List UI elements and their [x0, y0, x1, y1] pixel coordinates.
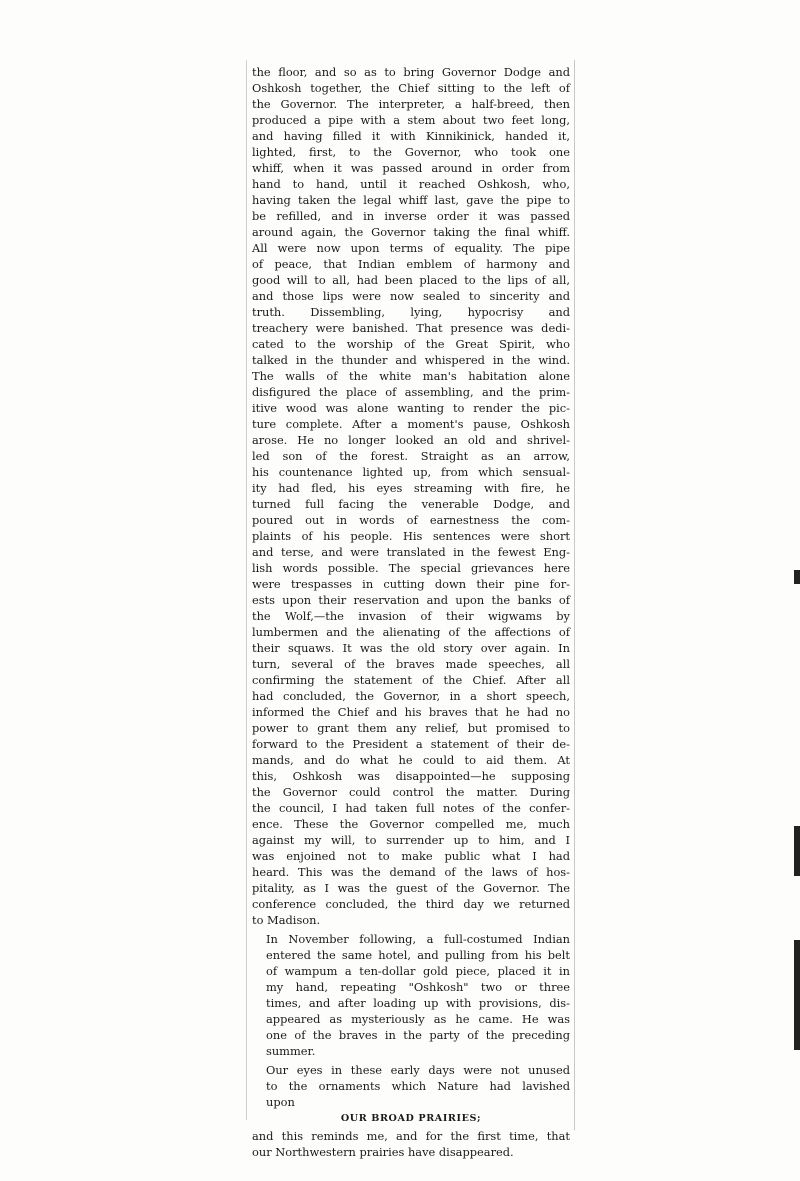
text-line: summer. — [266, 1044, 316, 1058]
edge-mark — [794, 570, 800, 584]
text-line: lighted, first, to the Governor, who took one — [252, 145, 570, 159]
article-paragraph — [252, 64, 570, 928]
text-line: treachery were banished. That presence was dedi- — [252, 321, 570, 335]
text-line: In November following, a full-costumed Indian — [266, 932, 570, 946]
article-paragraph — [252, 931, 570, 1059]
text-line: and those lips were now sealed to sincerity and — [252, 289, 570, 303]
edge-mark — [794, 940, 800, 1050]
text-line: the Governor could control the matter. During — [252, 785, 570, 799]
text-line: the Wolf,—the invasion of their wigwams by — [252, 609, 570, 623]
text-line: were trespasses in cutting down their pine for- — [252, 577, 570, 591]
text-line: and having filled it with Kinnikinick, handed it, — [252, 129, 570, 143]
text-line: their squaws. It was the old story over again. In — [252, 641, 570, 655]
text-line: confirming the statement of the Chief. After all — [252, 673, 570, 687]
column-rule-right — [574, 60, 575, 1130]
text-line: pitality, as I was the guest of the Governor. The — [252, 881, 570, 895]
article-paragraph — [252, 1062, 570, 1110]
text-line: against my will, to surrender up to him, and I — [252, 833, 570, 847]
text-line: led son of the forest. Straight as an arrow, — [252, 449, 570, 463]
text-line: whiff, when it was passed around in order from — [252, 161, 570, 175]
text-line: my hand, repeating "Oshkosh" two or three — [266, 980, 570, 994]
section-subheading: OUR BROAD PRAIRIES; — [340, 1113, 482, 1124]
text-line: ity had fled, his eyes streaming with fire, he — [252, 481, 570, 495]
text-line: ture complete. After a moment's pause, Oshkosh — [252, 417, 570, 431]
text-line: be refilled, and in inverse order it was passed — [252, 209, 570, 223]
text-line: and terse, and were translated in the fewest Eng- — [252, 545, 570, 559]
text-line: arose. He no longer looked an old and shrivel- — [252, 433, 570, 447]
text-line: Oshkosh together, the Chief sitting to the left of — [252, 81, 570, 95]
text-line: upon — [266, 1095, 295, 1109]
text-line: entered the same hotel, and pulling from his belt — [266, 948, 570, 962]
text-line: lish words possible. The special grievances here — [252, 561, 570, 575]
text-line: ence. These the Governor compelled me, much — [252, 817, 570, 831]
text-line: The walls of the white man's habitation alone — [252, 369, 570, 383]
edge-mark — [794, 826, 800, 876]
text-line: turn, several of the braves made speeches, all — [252, 657, 570, 671]
text-line: ests upon their reservation and upon the banks of — [252, 593, 570, 607]
text-line: mands, and do what he could to aid them. At — [252, 753, 570, 767]
text-line: turned full facing the venerable Dodge, and — [252, 497, 570, 511]
article-column — [252, 64, 570, 1160]
text-line: of wampum a ten-dollar gold piece, placed it in — [266, 964, 570, 978]
text-line: the council, I had taken full notes of the confer- — [252, 801, 570, 815]
text-line: his countenance lighted up, from which sensual- — [252, 465, 570, 479]
text-line: our Northwestern prairies have disappeared. — [252, 1145, 514, 1159]
text-line: truth. Dissembling, lying, hypocrisy and — [252, 305, 570, 319]
text-line: around again, the Governor taking the final whiff. — [252, 225, 570, 239]
text-line: power to grant them any relief, but promised to — [252, 721, 570, 735]
text-line: lumbermen and the alienating of the affections of — [252, 625, 570, 639]
text-line: of peace, that Indian emblem of harmony and — [252, 257, 570, 271]
text-line: was enjoined not to make public what I had — [252, 849, 570, 863]
text-line: one of the braves in the party of the preceding — [266, 1028, 570, 1042]
text-line: appeared as mysteriously as he came. He was — [266, 1012, 570, 1026]
text-line: talked in the thunder and whispered in the wind. — [252, 353, 570, 367]
text-line: cated to the worship of the Great Spirit, who — [252, 337, 570, 351]
text-line: had concluded, the Governor, in a short speech, — [252, 689, 570, 703]
text-line: times, and after loading up with provisions, dis- — [266, 996, 570, 1010]
text-line: to Madison. — [252, 913, 321, 927]
column-rule-left — [246, 60, 247, 1120]
text-line: having taken the legal whiff last, gave the pipe to — [252, 193, 570, 207]
text-line: disfigured the place of assembling, and the prim- — [252, 385, 570, 399]
text-line: informed the Chief and his braves that he had no — [252, 705, 570, 719]
text-line: hand to hand, until it reached Oshkosh, who, — [252, 177, 570, 191]
text-line: conference concluded, the third day we returned — [252, 897, 570, 911]
text-line: this, Oshkosh was disappointed—he supposing — [252, 769, 570, 783]
text-line: itive wood was alone wanting to render the pic- — [252, 401, 570, 415]
text-line: plaints of his people. His sentences were short — [252, 529, 570, 543]
text-line: All were now upon terms of equality. The pipe — [252, 241, 570, 255]
text-line: produced a pipe with a stem about two feet long, — [252, 113, 570, 127]
text-line: Our eyes in these early days were not unused — [266, 1063, 570, 1077]
text-line: to the ornaments which Nature had lavished — [266, 1079, 570, 1093]
text-line: the Governor. The interpreter, a half-breed, then — [252, 97, 570, 111]
text-line: poured out in words of earnestness the com- — [252, 513, 570, 527]
text-line: and this reminds me, and for the first time, that — [252, 1129, 570, 1143]
text-line: heard. This was the demand of the laws of hos- — [252, 865, 570, 879]
text-line: forward to the President a statement of their de- — [252, 737, 570, 751]
article-paragraph — [252, 1128, 570, 1160]
text-line: the floor, and so as to bring Governor Dodge and — [252, 65, 570, 79]
text-line: good will to all, had been placed to the lips of all, — [252, 273, 570, 287]
